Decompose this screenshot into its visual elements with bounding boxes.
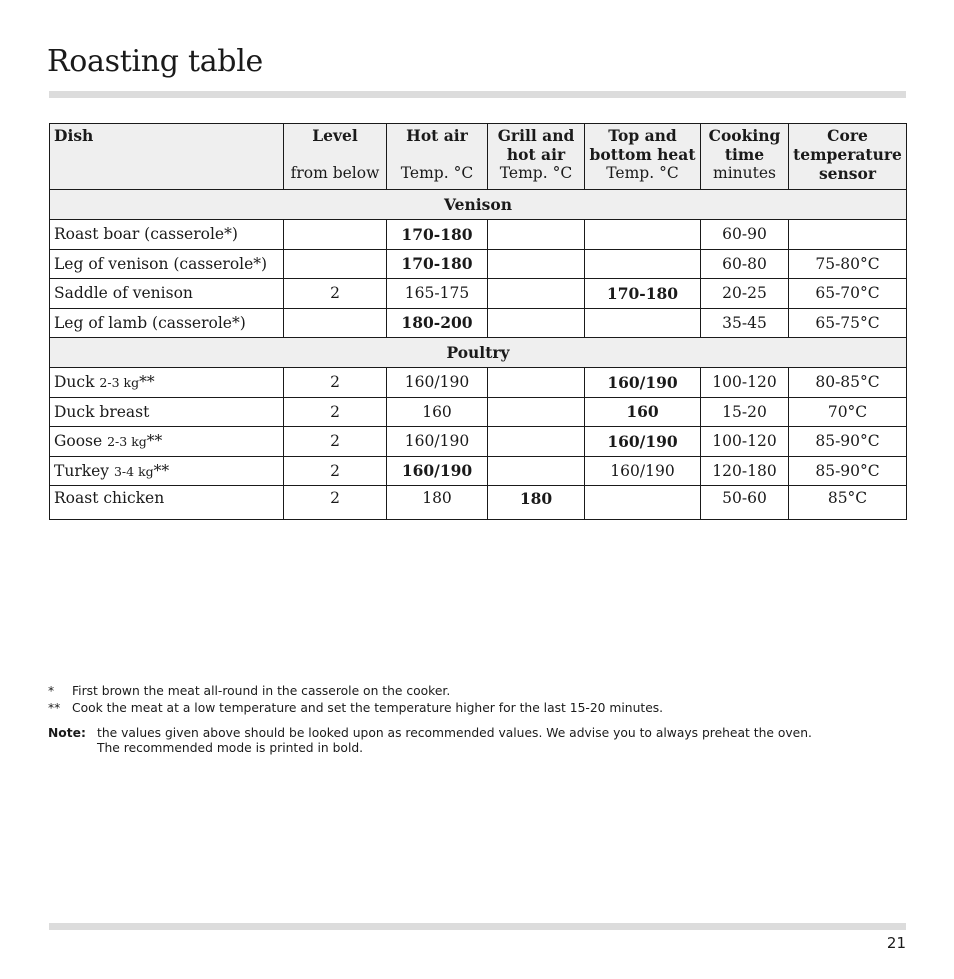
cell-hot-air: 170-180 (387, 220, 488, 250)
cell-dish: Saddle of venison (50, 279, 284, 309)
cell-level: 2 (284, 279, 387, 309)
section-poultry (50, 338, 907, 368)
dish-weight: 3-4 kg (113, 463, 154, 479)
cell-dish: Duck 2-3 kg** (50, 368, 284, 398)
page-number: 21 (886, 934, 906, 952)
section-label: Venison (50, 190, 907, 220)
table-row (50, 427, 907, 457)
cell-dish: Leg of lamb (casserole*) (50, 308, 284, 338)
cell-core-temperature: 65-70°C (789, 279, 907, 309)
table-row (50, 456, 907, 486)
cell-dish: Roast boar (casserole*) (50, 220, 284, 250)
cell-level (284, 249, 387, 279)
table-row (50, 308, 907, 338)
cell-level (284, 308, 387, 338)
cell-core-temperature: 85-90°C (789, 456, 907, 486)
table-row (50, 279, 907, 309)
cell-dish: Leg of venison (casserole*) (50, 249, 284, 279)
cell-top-bottom-heat (585, 220, 701, 250)
footnote-mark: ** (139, 373, 155, 392)
note-line-2: The recommended mode is printed in bold. (97, 741, 364, 755)
header-divider (49, 91, 906, 98)
cell-grill-hot-air (488, 456, 585, 486)
cell-dish: Goose 2-3 kg** (50, 427, 284, 457)
cell-level: 2 (284, 397, 387, 427)
cell-hot-air: 165-175 (387, 279, 488, 309)
cell-grill-hot-air (488, 220, 585, 250)
note-line-1: the values given above should be looked upon as recommended values. We advise you to always preheat the oven. (97, 726, 812, 740)
footnote-double-star (48, 700, 908, 717)
cell-grill-hot-air (488, 397, 585, 427)
cell-level: 2 (284, 427, 387, 457)
table-header-row (50, 124, 907, 190)
footnote-mark: ** (153, 461, 170, 480)
header-cooking-time: Cooking time minutes (701, 124, 789, 190)
cell-grill-hot-air (488, 279, 585, 309)
cell-grill-hot-air: 180 (488, 486, 585, 520)
header-dish: Dish (50, 124, 284, 190)
cell-level (284, 220, 387, 250)
cell-cooking-time: 15-20 (701, 397, 789, 427)
footnote-single-star (48, 683, 908, 700)
cell-core-temperature: 65-75°C (789, 308, 907, 338)
cell-grill-hot-air (488, 249, 585, 279)
cell-core-temperature: 85-90°C (789, 427, 907, 457)
table-row (50, 249, 907, 279)
header-core-temperature: Core temperature sensor (789, 124, 907, 190)
cell-hot-air: 160/190 (387, 368, 488, 398)
cell-cooking-time: 50-60 (701, 486, 789, 520)
cell-top-bottom-heat (585, 486, 701, 520)
table-row (50, 397, 907, 427)
cell-grill-hot-air (488, 368, 585, 398)
cell-hot-air: 180-200 (387, 308, 488, 338)
header-level: Level from below (284, 124, 387, 190)
cell-top-bottom-heat: 160/190 (585, 456, 701, 486)
cell-dish: Turkey 3-4 kg** (50, 456, 284, 486)
footnote-mark: ** (146, 432, 163, 451)
cell-hot-air: 160 (387, 397, 488, 427)
cell-core-temperature: 80-85°C (789, 368, 907, 398)
section-label: Poultry (50, 338, 907, 368)
cell-hot-air: 160/190 (387, 456, 488, 486)
note-label: Note: (48, 726, 86, 740)
cell-top-bottom-heat: 160/190 (585, 427, 701, 457)
cell-top-bottom-heat: 170-180 (585, 279, 701, 309)
table-row (50, 220, 907, 250)
cell-hot-air: 160/190 (387, 427, 488, 457)
section-venison (50, 190, 907, 220)
cell-dish: Roast chicken (50, 486, 284, 520)
cell-hot-air: 180 (387, 486, 488, 520)
cell-level: 2 (284, 486, 387, 520)
cell-cooking-time: 35-45 (701, 308, 789, 338)
table-row (50, 368, 907, 398)
cell-top-bottom-heat: 160/190 (585, 368, 701, 398)
cell-top-bottom-heat: 160 (585, 397, 701, 427)
cell-top-bottom-heat (585, 249, 701, 279)
cell-grill-hot-air (488, 308, 585, 338)
note (48, 726, 908, 756)
cell-core-temperature: 70°C (789, 397, 907, 427)
cell-cooking-time: 120-180 (701, 456, 789, 486)
footnote-text: Cook the meat at a low temperature and set the temperature higher for the last 15-20 minutes. (72, 701, 664, 715)
cell-level: 2 (284, 368, 387, 398)
header-hot-air: Hot air Temp. °C (387, 124, 488, 190)
cell-core-temperature: 85°C (789, 486, 907, 520)
cell-top-bottom-heat (585, 308, 701, 338)
cell-grill-hot-air (488, 427, 585, 457)
footnotes (48, 683, 908, 756)
cell-cooking-time: 100-120 (701, 427, 789, 457)
cell-cooking-time: 100-120 (701, 368, 789, 398)
table-row (50, 486, 907, 520)
header-grill-hot-air: Grill and hot air Temp. °C (488, 124, 585, 190)
cell-cooking-time: 20-25 (701, 279, 789, 309)
cell-hot-air: 170-180 (387, 249, 488, 279)
cell-dish: Duck breast (50, 397, 284, 427)
cell-level: 2 (284, 456, 387, 486)
roasting-table (49, 123, 907, 520)
footnote-text: First brown the meat all-round in the casserole on the cooker. (72, 684, 451, 698)
footnote-mark: ** (48, 701, 61, 715)
cell-core-temperature (789, 220, 907, 250)
dish-weight: 2-3 kg (107, 434, 147, 450)
cell-cooking-time: 60-90 (701, 220, 789, 250)
footer-divider (49, 923, 906, 930)
dish-weight: 2-3 kg (99, 375, 140, 391)
footnote-mark: * (48, 684, 55, 698)
page-title: Roasting table (47, 44, 263, 79)
header-top-bottom-heat: Top and bottom heat Temp. °C (585, 124, 701, 190)
cell-core-temperature: 75-80°C (789, 249, 907, 279)
cell-cooking-time: 60-80 (701, 249, 789, 279)
